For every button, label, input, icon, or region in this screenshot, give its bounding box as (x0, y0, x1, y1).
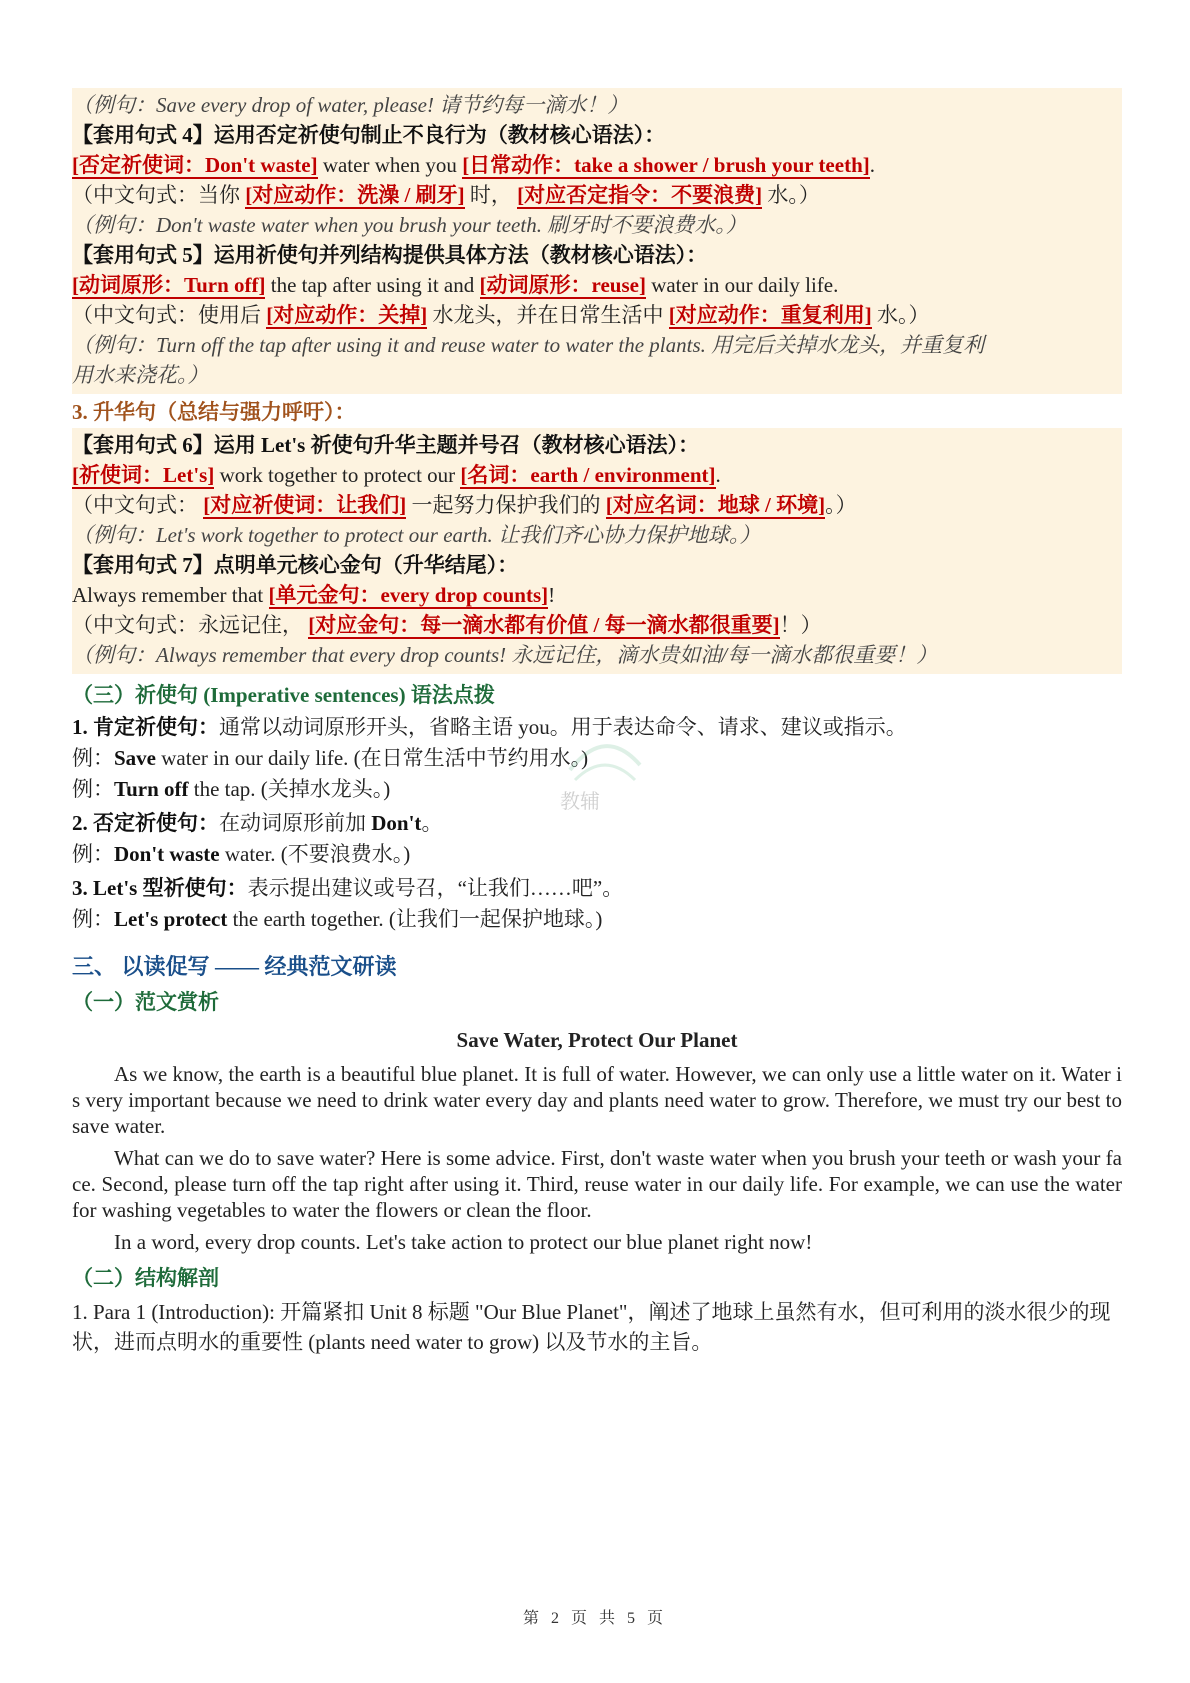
pattern-heading-6: 【套用句式 6】运用 Let's 祈使句升华主题并号召（教材核心语法）： (72, 433, 700, 457)
text: ！） (779, 613, 822, 637)
essay-paragraph-1: As we know, the earth is a beautiful blue planet. It is full of water. However, we can only use a little water on it. Water is very important because we need to drink water every day and plants need water to grow. Therefore, we must try our best to save water. (72, 1062, 1122, 1138)
text: ! (548, 583, 556, 607)
text: water when you (322, 153, 457, 177)
keyword: Turn off (114, 777, 189, 801)
keyword: Don't (371, 811, 422, 835)
keyword: Let's protect (114, 907, 228, 931)
text: 例： (72, 746, 114, 770)
structure-heading: （二）结构解剖 (72, 1266, 219, 1290)
grammar-example (72, 839, 1122, 870)
structure-point-1: 1. Para 1 (Introduction): 开篇紧扣 Unit 8 标题 "Our Blue Planet"，阐述了地球上虽然有水，但可利用的淡水很少的现状，进而点明水的重要性 (plants need water to grow) 以及节水的主旨。 (72, 1300, 1111, 1354)
text: 。） (825, 493, 857, 517)
pattern-heading-4: 【套用句式 4】运用否定祈使句制止不良行为（教材核心语法）： (72, 123, 666, 147)
essay-paragraph-3: In a word, every drop counts. Let's take action to protect our blue planet right now! (114, 1230, 813, 1254)
example-sentence: （例句：Always remember that every drop counts! 永远记住，滴水贵如油/每一滴水都很重要！） (72, 643, 938, 667)
pattern-4-chinese (72, 180, 1116, 210)
essay-title: Save Water, Protect Our Planet (456, 1028, 738, 1052)
text: 例： (72, 777, 114, 801)
text: the earth together. (让我们一起保护地球。) (227, 907, 603, 931)
text: （中文句式：永远记住， (72, 613, 303, 637)
text: 在动词原形前加 (219, 811, 372, 835)
text: （中文句式： (72, 493, 198, 517)
section-heading-3: 3. 升华句（总结与强力呼吁）： (72, 400, 356, 424)
pattern-box-1 (72, 88, 1122, 394)
text: （中文句式：使用后 (72, 303, 261, 327)
example-sentence: （例句：Save every drop of water, please! 请节约每一滴水！） (72, 93, 629, 117)
text: 水。） (767, 183, 820, 207)
pattern-4-sentence (72, 150, 1116, 180)
example-sentence: （例句：Turn off the tap after using it and reuse water to water the plants. 用完后关掉水龙头，并重复利 (72, 333, 985, 357)
pattern-6-sentence (72, 460, 1116, 490)
keyword: Don't waste (114, 842, 220, 866)
pattern-5-chinese (72, 300, 1116, 330)
keyword: Save (114, 746, 156, 770)
slot: [名词：earth / environment] (460, 463, 716, 487)
text: 水龙头，并在日常生活中 (432, 303, 664, 327)
slot: [日常动作：take a shower / brush your teeth] (462, 153, 870, 177)
slot: [对应动作：重复利用] (668, 303, 872, 327)
example-sentence: （例句：Let's work together to protect our earth. 让我们齐心协力保护地球。） (72, 523, 761, 547)
part-three-heading: 三、 以读促写 —— 经典范文研读 (72, 954, 397, 979)
slot: [否定祈使词：Don't waste] (72, 153, 318, 177)
slot: [对应动作：关掉] (266, 303, 428, 327)
slot: [对应名词：地球 / 环境] (605, 493, 826, 517)
text: water in our daily life. (651, 273, 839, 297)
text: 通常以动词原形开头，省略主语 you。用于表达命令、请求、建议或指示。 (219, 715, 907, 739)
label: 3. Let's 型祈使句： (72, 876, 248, 900)
text: （中文句式：当你 (72, 183, 240, 207)
slot: [对应否定指令：不要浪费] (517, 183, 763, 207)
text: 时， (469, 183, 512, 207)
text: 水。） (877, 303, 930, 327)
text: Always remember that (72, 583, 264, 607)
slot: [对应祈使词：让我们] (203, 493, 407, 517)
model-essay-heading: （一）范文赏析 (72, 990, 219, 1014)
pattern-7-chinese (72, 610, 1116, 640)
grammar-point-3 (72, 873, 1122, 904)
slot: [对应金句：每一滴水都有价值 / 每一滴水都很重要] (308, 613, 780, 637)
text: 表示提出建议或号召，“让我们……吧”。 (247, 876, 624, 900)
grammar-example (72, 904, 1122, 935)
example-sentence: （例句：Don't waste water when you brush your teeth. 刷牙时不要浪费水。） (72, 213, 747, 237)
text: 。 (421, 811, 443, 835)
text: . (715, 463, 721, 487)
text: the tap after using it and (270, 273, 475, 297)
grammar-heading: （三）祈使句 (Imperative sentences) 语法点拨 (72, 683, 495, 707)
text: water. (不要浪费水。) (219, 842, 411, 866)
text: 例： (72, 842, 114, 866)
pattern-heading-5: 【套用句式 5】运用祈使句并列结构提供具体方法（教材核心语法）： (72, 243, 708, 267)
text: work together to protect our (219, 463, 456, 487)
slot: [单元金句：every drop counts] (268, 583, 549, 607)
text: the tap. (关掉水龙头。) (188, 777, 391, 801)
slot: [祈使词：Let's] (72, 463, 215, 487)
page-footer: 第 2 页 共 5 页 (522, 1610, 667, 1627)
watermark-text: 教辅 (560, 791, 600, 813)
text: water in our daily life. (在日常生活中节约用水。) (156, 746, 589, 770)
pattern-box-2 (72, 428, 1122, 674)
slot: [动词原形：reuse] (479, 273, 646, 297)
pattern-7-sentence (72, 580, 1116, 610)
text: . (869, 153, 875, 177)
text: 一起努力保护我们的 (411, 493, 601, 517)
text: 例： (72, 907, 114, 931)
pattern-heading-7: 【套用句式 7】点明单元核心金句（升华结尾）： (72, 553, 519, 577)
slot: [对应动作：洗澡 / 刷牙] (245, 183, 465, 207)
label: 1. 肯定祈使句： (72, 715, 219, 739)
example-sentence: 用水来浇花。） (72, 363, 209, 387)
label: 2. 否定祈使句： (72, 811, 219, 835)
slot: [动词原形：Turn off] (72, 273, 266, 297)
pattern-6-chinese (72, 490, 1116, 520)
essay-paragraph-2: What can we do to save water? Here is some advice. First, don't waste water when you brush your teeth or wash your face. Second, please turn off the tap right after using it. Third, reuse water in our daily life. For example, we can use the water for washing vegetables to water the flowers or clean the floor. (72, 1146, 1122, 1222)
pattern-5-sentence (72, 270, 1116, 300)
